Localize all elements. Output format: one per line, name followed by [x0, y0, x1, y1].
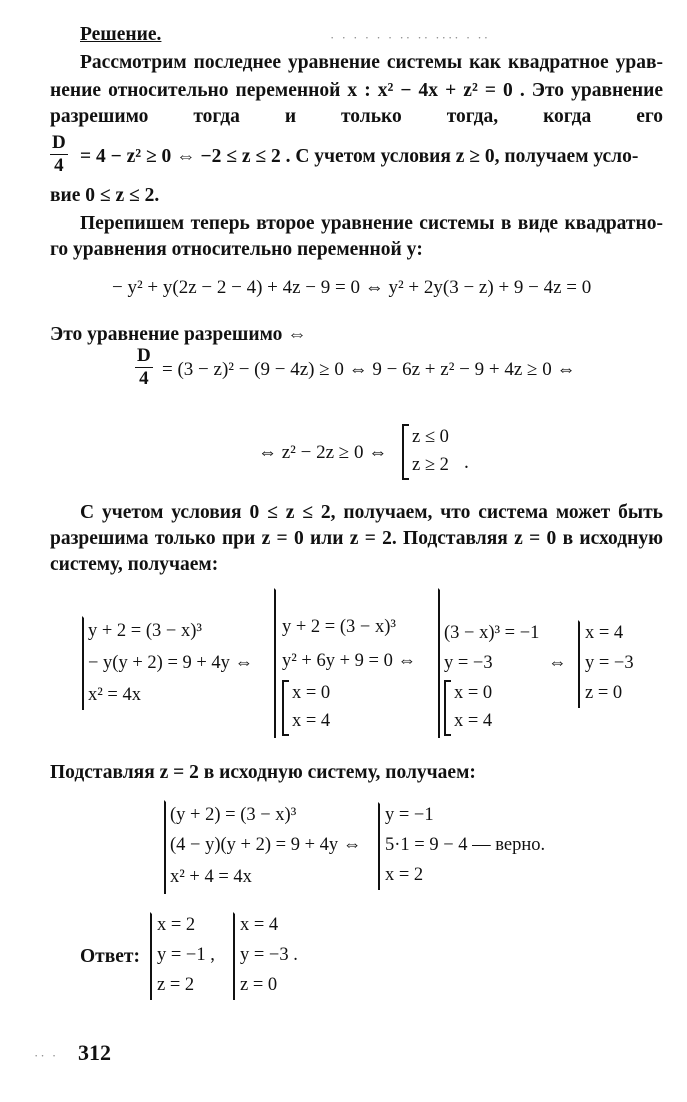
answer1-x: x = 2	[157, 915, 196, 935]
system-f-eq3: x = 2	[385, 865, 424, 885]
answer2-z: z = 0	[240, 975, 278, 995]
answer1-y: y = −1 ,	[157, 945, 215, 965]
system-b-case1: x = 0	[292, 683, 331, 703]
system-f-brace	[378, 802, 380, 890]
answer-label: Ответ:	[80, 946, 141, 967]
page-number: 312	[78, 1040, 111, 1065]
solvable-line: Это уравнение разрешимо ⇔	[50, 324, 307, 345]
system-c-eq1: (3 − x)³ = −1	[444, 623, 540, 643]
para1-line2: нение относительно переменной x : x² − 4x + z² = 0 . Это уравнение	[50, 80, 663, 101]
system-a-eq1: y + 2 = (3 − x)³	[88, 621, 202, 641]
system-d-eq2: y = −3	[585, 653, 634, 673]
system-b-bracket	[282, 680, 289, 736]
para1-line1: Рассмотрим последнее уравнение системы как квадратное урав-	[80, 52, 663, 73]
system-e-eq1: (y + 2) = (3 − x)³	[170, 805, 297, 825]
system-f-eq2: 5·1 = 9 − 4 — верно.	[385, 835, 546, 855]
para3-line2: разрешима только при z = 0 или z = 2. Подставляя z = 0 в исходную	[50, 528, 663, 549]
system-c-brace	[438, 588, 440, 738]
case-z-le-0: z ≤ 0	[412, 427, 449, 447]
scan-noise: · · · · · · ·· ·· ···· · ··	[330, 30, 491, 45]
frac-denominator: 4	[54, 155, 64, 176]
system-c-eq2: y = −3	[444, 653, 493, 673]
system-d-arrow: ⇔	[548, 653, 567, 673]
answer1-z: z = 2	[157, 975, 195, 995]
answer1-brace	[150, 912, 152, 1000]
system-d-eq1: x = 4	[585, 623, 624, 643]
answer2-brace	[233, 912, 235, 1000]
period-mark: .	[464, 452, 469, 473]
equation-z-inequality: ⇔ z² − 2z ≥ 0 ⇔	[258, 442, 388, 463]
system-d-brace	[578, 620, 580, 708]
para1-line4: = 4 − z² ≥ 0 ⇔ −2 ≤ z ≤ 2 . С учетом условия z ≥ 0, получаем усло-	[80, 146, 639, 167]
solution-heading: Решение.	[80, 24, 162, 45]
system-d-eq3: z = 0	[585, 683, 623, 703]
frac2-numerator: D	[137, 345, 151, 366]
system-a-brace	[82, 616, 84, 710]
discriminant-fraction-2	[135, 345, 155, 390]
system-b-eq2: y² + 6y + 9 = 0 ⇔	[282, 651, 416, 671]
answer2-y: y = −3 .	[240, 945, 298, 965]
system-a-eq3: x² = 4x	[88, 685, 141, 705]
system-a-eq2: − y(y + 2) = 9 + 4y ⇔	[88, 653, 254, 673]
system-f-eq1: y = −1	[385, 805, 434, 825]
answer2-x: x = 4	[240, 915, 279, 935]
system-b-eq1: y + 2 = (3 − x)³	[282, 617, 396, 637]
equation-quadratic-y: − y² + y(2z − 2 − 4) + 4z − 9 = 0 ⇔ y² + 2y(3 − z) + 9 − 4z = 0	[112, 277, 592, 298]
scan-noise-2: ·· ·	[34, 1048, 59, 1063]
para3-line1: С учетом условия 0 ≤ z ≤ 2, получаем, что система может быть	[80, 502, 663, 523]
frac2-denominator: 4	[139, 368, 149, 389]
para2-line2: го уравнения относительно переменной y:	[50, 239, 423, 260]
para1-line5: вие 0 ≤ z ≤ 2.	[50, 185, 160, 206]
cases-bracket	[402, 424, 409, 480]
subst2-line: Подставляя z = 2 в исходную систему, получаем:	[50, 762, 476, 783]
system-c-case1: x = 0	[454, 683, 493, 703]
system-e-eq2: (4 − y)(y + 2) = 9 + 4y ⇔	[170, 835, 362, 855]
system-e-eq3: x² + 4 = 4x	[170, 867, 252, 887]
system-b-brace	[274, 588, 276, 738]
case-z-ge-2: z ≥ 2	[412, 455, 449, 475]
system-e-brace	[164, 800, 166, 894]
system-c-bracket	[444, 680, 451, 736]
para1-line3: разрешимо тогда и только тогда, когда его	[50, 106, 663, 127]
equation-discriminant: = (3 − z)² − (9 − 4z) ≥ 0 ⇔ 9 − 6z + z² − 9 + 4z ≥ 0 ⇔	[162, 359, 576, 380]
system-c-case2: x = 4	[454, 711, 493, 731]
para3-line3: систему, получаем:	[50, 554, 219, 575]
para2-line1: Перепишем теперь второе уравнение системы в виде квадратно-	[80, 213, 663, 234]
system-b-case2: x = 4	[292, 711, 331, 731]
discriminant-fraction	[50, 132, 70, 177]
frac-numerator: D	[52, 132, 66, 153]
